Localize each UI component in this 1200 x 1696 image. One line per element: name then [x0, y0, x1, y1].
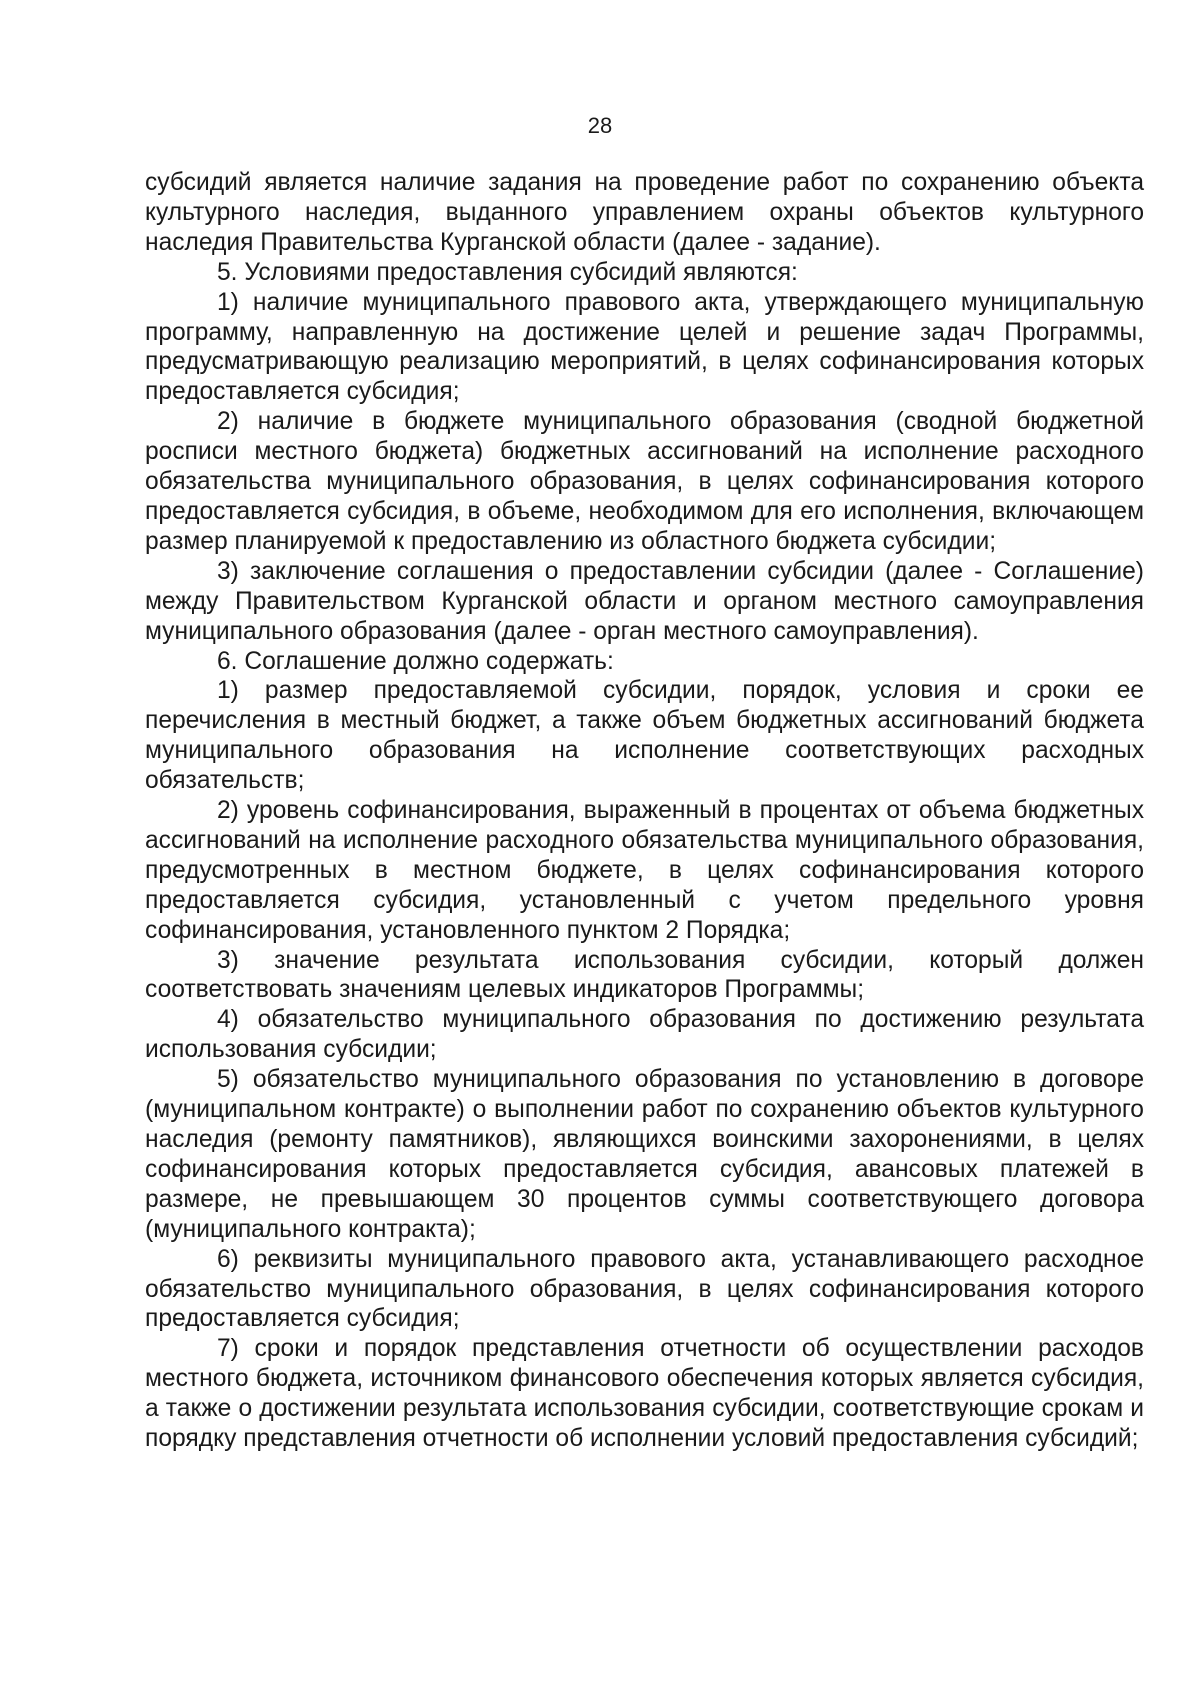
paragraph-clause-5-item-3: 3) заключение соглашения о предоставлении субсидии (далее - Соглашение) между Правительством Курганской области и органом местного самоуправления муниципального образования (далее - орган местного самоуправления). — [145, 557, 1144, 645]
document-body — [145, 168, 1144, 1454]
paragraph-clause-6: 6. Соглашение должно содержать: — [217, 647, 614, 675]
paragraph-clause-6-item-2: 2) уровень софинансирования, выраженный в процентах от объема бюджетных ассигнований на исполнение расходного обязательства муниципального образования, предусмотренных в местном бюджете, в целях софинансирования которого предоставляется субсидия, установленный с учетом предельного уровня софинансирования, установленного пунктом 2 Порядка; — [145, 797, 1144, 944]
paragraph-clause-5: 5. Условиями предоставления субсидий являются: — [217, 258, 798, 286]
paragraph-clause-6-item-1: 1) размер предоставляемой субсидии, порядок, условия и сроки ее перечисления в местный бюджет, а также объем бюджетных ассигнований бюджета муниципального образования на исполнение соответствующих расходных обязательств; — [145, 677, 1144, 795]
paragraph-clause-5-item-1: 1) наличие муниципального правового акта, утверждающего муниципальную программу, направленную на достижение целей и решение задач Программы, предусматривающую реализацию мероприятий, в целях софинансирования которых предоставляется субсидия; — [145, 288, 1144, 406]
paragraph-clause-6-item-5: 5) обязательство муниципального образования по установлению в договоре (муниципальном контракте) о выполнении работ по сохранению объектов культурного наследия (ремонту памятников), являющихся воинскими захоронениями, в целях софинансирования которых предоставляется субсидия, авансовых платежей в размере, не превышающем 30 процентов суммы соответствующего договора (муниципального контракта); — [145, 1066, 1144, 1243]
paragraph-continuation: субсидий является наличие задания на проведение работ по сохранению объекта культурного наследия, выданного управлением охраны объектов культурного наследия Правительства Курганской области (далее - задание). — [145, 169, 1144, 256]
paragraph-clause-6-item-3: 3) значение результата использования субсидии, который должен соответствовать значениям целевых индикаторов Программы; — [145, 946, 1144, 1004]
page-number: 28 — [587, 113, 613, 138]
paragraph-clause-6-item-6: 6) реквизиты муниципального правового акта, устанавливающего расходное обязательство муниципального образования, в целях софинансирования которого предоставляется субсидия; — [145, 1245, 1144, 1333]
paragraph-clause-6-item-4: 4) обязательство муниципального образования по достижению результата использования субсидии; — [145, 1006, 1144, 1064]
paragraph-clause-5-item-2: 2) наличие в бюджете муниципального образования (сводной бюджетной росписи местного бюджета) бюджетных ассигнований на исполнение расходного обязательства муниципального образования, в целях софинансирования которого предоставляется субсидия, в объеме, необходимом для его исполнения, включающем размер планируемой к предоставлению из областного бюджета субсидии; — [145, 408, 1144, 555]
paragraph-clause-6-item-7: 7) сроки и порядок представления отчетности об осуществлении расходов местного бюджета, источником финансового обеспечения которых является субсидия, а также о достижении результата использования субсидии, соответствующие срокам и порядку представления отчетности об исполнении условий предоставления субсидий; — [145, 1335, 1144, 1453]
